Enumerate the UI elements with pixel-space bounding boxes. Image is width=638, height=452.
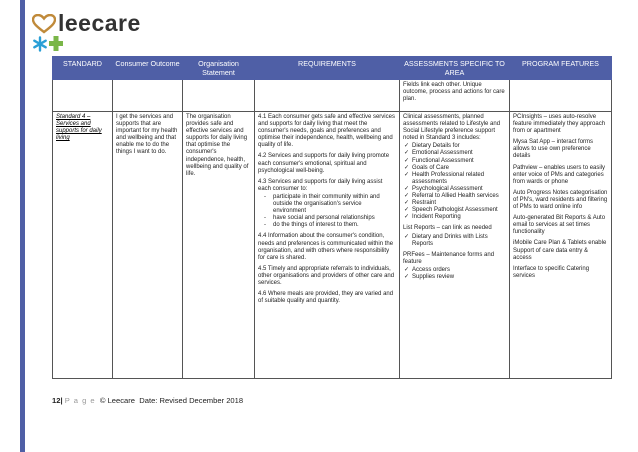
page-footer xyxy=(52,396,243,405)
header-consumer-outcome: Consumer Outcome xyxy=(113,57,183,80)
header-program-features: PROGRAM FEATURES xyxy=(510,57,612,80)
copyright: © Leecare xyxy=(99,396,136,405)
footer-separator: | xyxy=(60,396,63,405)
empty-cell xyxy=(183,80,255,112)
requirement-4-3-list xyxy=(258,194,396,229)
consumer-outcome-cell: I get the services and supports that are important for my health and wellbeing and that enable me to do the things I want to do. xyxy=(113,112,183,379)
list-item: - participate in their community within and outside the organisation's service environment xyxy=(267,194,396,215)
list-item: ✓ Dietary Details for xyxy=(412,143,506,150)
requirements-cell xyxy=(255,112,400,379)
program-feature: iMobile Care Plan & Tablets enable Support of care data entry & access xyxy=(513,240,607,261)
assessment-note: Fields link each other. Unique outcome, process and actions for care plan. xyxy=(400,80,510,112)
list-item: ✓ Functional Assessment xyxy=(412,158,506,165)
assessments-cell xyxy=(400,112,510,379)
list-reports-label: List Reports – can link as needed xyxy=(403,225,492,232)
list-item: - do the things of interest to them. xyxy=(267,222,396,229)
table-row xyxy=(53,80,612,112)
assessments-list xyxy=(403,143,506,221)
list-item: ✓ Emotional Assessment xyxy=(412,150,506,157)
standard-cell xyxy=(53,112,113,379)
pfrees-list xyxy=(403,267,506,281)
program-feature: Interface to specific Catering services xyxy=(513,265,590,279)
list-item: ✓ Referral to Allied Health services xyxy=(412,193,506,200)
header-standard: STANDARD xyxy=(53,57,113,80)
program-feature: Auto Progress Notes categorisation of PN's, ward residents and filtering of PMs to ward online info xyxy=(513,189,608,211)
assessments-intro: Clinical assessments, planned assessments related to Lifestyle and Social Lifestyle preference support noted in Standard 3 includes: xyxy=(403,114,501,142)
brand-name: leecare xyxy=(58,10,141,36)
program-feature: Auto-generated Bit Reports & Auto email to services at set times functionality xyxy=(513,215,606,236)
list-item: ✓ Dietary and Drinks with Lists Reports xyxy=(412,234,506,248)
medical-cross-icon xyxy=(48,35,64,52)
list-reports xyxy=(403,234,506,248)
list-item: ✓ Health Professional related assessments xyxy=(412,172,506,186)
page-number: 12 xyxy=(52,396,61,405)
requirement-4-2: 4.2 Services and supports for daily living promote each consumer's emotional, spiritual and psychological well-being. xyxy=(258,153,390,174)
list-item: ✓ Restraint xyxy=(412,200,506,207)
list-item: - have social and personal relationships xyxy=(267,215,396,222)
empty-cell xyxy=(113,80,183,112)
program-features-cell xyxy=(510,112,612,379)
requirement-4-1: 4.1 Each consumer gets safe and effective services and supports for daily living that meet the consumer's needs, goals and preferences and optimise their independence, health, wellbeing and quality of life. xyxy=(258,114,395,149)
organisation-statement-cell: The organisation provides safe and effective services and supports for daily living that optimise the consumer's independence, health, wellbeing and quality of life. xyxy=(183,112,255,379)
empty-cell xyxy=(255,80,400,112)
list-item: ✓ Speech Pathologist Assessment xyxy=(412,207,506,214)
side-accent-bar xyxy=(20,0,25,452)
standard-title: Services and supports for daily living xyxy=(56,121,102,142)
program-feature: PCInsights – uses auto-resolve feature immediately they approach from or apartment xyxy=(513,114,606,135)
list-item: ✓ Access orders xyxy=(412,267,506,274)
header-assessments: ASSESSMENTS SPECIFIC TO AREA xyxy=(400,57,510,80)
requirement-4-4: 4.4 Information about the consumer's condition, needs and preferences is communicated within the organisation, and with others where responsibility for care is shared. xyxy=(258,233,394,261)
list-item: ✓ Incident Reporting xyxy=(412,214,506,221)
pfrees-label: PRFees – Maintenance forms and feature xyxy=(403,251,495,265)
list-item: ✓ Supplies review xyxy=(412,274,506,281)
empty-cell xyxy=(510,80,612,112)
revision-date: Date: Revised December 2018 xyxy=(139,396,244,405)
standard-prefix: Standard 4 – xyxy=(56,114,91,120)
program-feature: Pathview – enables users to easily enter voice of PMs and categories from wards or phone xyxy=(513,164,606,185)
empty-cell xyxy=(53,80,113,112)
table-header-row xyxy=(53,57,612,80)
heart-icon xyxy=(32,14,56,34)
requirement-4-6: 4.6 Where meals are provided, they are varied and of suitable quality and quantity. xyxy=(258,291,394,305)
standards-table xyxy=(52,56,612,379)
header-organisation-statement: Organisation Statement xyxy=(183,57,255,80)
asterisk-icon xyxy=(32,36,48,52)
page-word: P a g e xyxy=(64,396,96,405)
list-item: ✓ Psychological Assessment xyxy=(412,186,506,193)
list-item: ✓ Goals of Care xyxy=(412,165,506,172)
requirement-4-5: 4.5 Timely and appropriate referrals to individuals, other organisations and providers of other care and services. xyxy=(258,265,395,286)
requirement-4-3: 4.3 Services and supports for daily living assist each consumer to: xyxy=(258,178,383,192)
header-requirements: REQUIREMENTS xyxy=(255,57,400,80)
leecare-logo xyxy=(32,8,142,54)
table-row xyxy=(53,112,612,379)
program-feature: Mysa Sat App – interact forms allows to use own preference details xyxy=(513,139,594,160)
